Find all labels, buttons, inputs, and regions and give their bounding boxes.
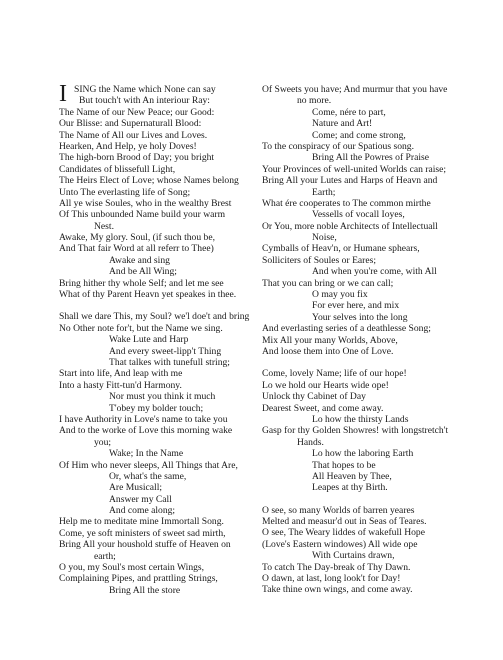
verse-line: Lo we hold our Hearts wide ope! bbox=[262, 379, 389, 391]
verse-line: To catch The Day-break of Thy Dawn. bbox=[262, 561, 411, 573]
verse-line: Shall we dare This, my Soul? we'l doe't and bring bbox=[59, 311, 250, 323]
verse-line: Your Provinces of well-united Worlds can raise; bbox=[262, 163, 447, 175]
verse-line: Nature and Art! bbox=[312, 118, 373, 130]
verse-line: That you can bring or we can call; bbox=[262, 277, 394, 289]
verse-line: All Heaven by Thee, bbox=[312, 470, 392, 482]
verse-line: Hands. bbox=[297, 436, 324, 448]
verse-line: Leapes at thy Birth. bbox=[312, 482, 388, 494]
left-lines bbox=[59, 107, 255, 596]
verse-line: Unlock thy Cabinet of Day bbox=[262, 391, 366, 403]
verse-line: Nest. bbox=[94, 220, 114, 232]
verse-line: Come, lovely Name; life of our hope! bbox=[262, 368, 407, 380]
verse-line: The high-born Brood of Day; you bright bbox=[59, 152, 215, 164]
left-column bbox=[59, 81, 255, 596]
verse-line: Gasp for thy Golden Showres! with longstretch't bbox=[262, 425, 449, 437]
verse-line: With Curtains drawn, bbox=[312, 550, 395, 562]
verse-line: Nor must you think it much bbox=[109, 391, 216, 403]
right-lines bbox=[262, 84, 468, 596]
verse-line: Hearken, And Help, ye holy Doves! bbox=[59, 140, 197, 152]
verse-line: Bring All your houshold stuffe of Heaven on bbox=[59, 539, 231, 551]
first-line-text: SING the Name which None can say bbox=[74, 84, 216, 95]
verse-line: Help me to meditate mine Immortall Song. bbox=[59, 516, 224, 528]
verse-line: Are Musicall; bbox=[109, 482, 163, 494]
verse-line: The Name of All our Lives and Loves. bbox=[59, 129, 208, 141]
verse-line: And be All Wing; bbox=[109, 266, 177, 278]
verse-line: And every sweet-lipp't Thing bbox=[109, 345, 222, 357]
verse-line: Noise, bbox=[312, 232, 337, 244]
verse-line: Lo how the thirsty Lands bbox=[312, 413, 409, 425]
verse-line: And loose them into One of Love. bbox=[262, 345, 394, 357]
verse-line: All ye wise Soules, who in the wealthy Brest bbox=[59, 197, 232, 209]
verse-line: Your selves into the long bbox=[312, 311, 408, 323]
verse-line: The Heirs Elect of Love; whose Names belong bbox=[59, 175, 239, 187]
stanza-break bbox=[262, 357, 468, 368]
verse-line: Into a hasty Fitt-tun'd Harmony. bbox=[59, 379, 182, 391]
verse-line: T'obey my bolder touch; bbox=[109, 402, 204, 414]
verse-line: Wake; In the Name bbox=[109, 448, 184, 460]
verse-line: Melted and measur'd out in Seas of Teares. bbox=[262, 516, 427, 528]
verse-line: For ever here, and mix bbox=[312, 300, 400, 312]
verse-line: Answer my Call bbox=[109, 493, 172, 505]
verse-line: Complaining Pipes, and prattling Strings, bbox=[59, 573, 218, 585]
verse-line: Bring hither thy whole Self; and let me see bbox=[59, 277, 224, 289]
verse-line: Mix All your many Worlds, Above, bbox=[262, 334, 398, 346]
verse-line: And when you're come, with All bbox=[312, 266, 437, 278]
verse-line: Unto The everlasting life of Song; bbox=[59, 186, 191, 198]
stanza-break bbox=[262, 494, 468, 505]
verse-line: Take thine own wings, and come away. bbox=[262, 584, 413, 596]
verse-line: And come along; bbox=[109, 505, 176, 517]
verse-line: Of Sweets you have; And murmur that you have bbox=[262, 84, 448, 95]
verse-line: Vessells of vocall Ioyes, bbox=[312, 209, 405, 221]
verse-line: I have Authority in Love's name to take you bbox=[59, 413, 228, 425]
verse-line: Lo how the laboring Earth bbox=[312, 448, 414, 460]
verse-line: O you, my Soul's most certain Wings, bbox=[59, 562, 205, 574]
verse-line: no more. bbox=[297, 95, 332, 107]
verse-line: earth; bbox=[94, 550, 116, 562]
verse-line: Earth; bbox=[312, 186, 336, 198]
verse-line: Or, what's the same, bbox=[109, 470, 187, 482]
verse-line: you; bbox=[94, 436, 112, 448]
verse-line: Come; and come strong, bbox=[312, 129, 406, 141]
verse-line: What of thy Parent Heavn yet speakes in thee. bbox=[59, 289, 237, 301]
verse-line: Come, ye soft ministers of sweet sad mirth, bbox=[59, 527, 226, 539]
right-column bbox=[262, 84, 468, 596]
verse-line: Awake, My glory. Soul, (if such thou be, bbox=[59, 232, 215, 244]
verse-line: Of This unbounded Name build your warm bbox=[59, 209, 226, 221]
drop-cap: I bbox=[59, 81, 67, 107]
verse-line: Wake Lute and Harp bbox=[109, 334, 189, 346]
verse-line: What ére cooperates to The common mirthe bbox=[262, 197, 431, 209]
verse-line: No Other note for't, but the Name we sing. bbox=[59, 322, 223, 334]
verse-line: And That fair Word at all referr to Thee) bbox=[59, 243, 214, 255]
verse-line: That talkes with tunefull string; bbox=[109, 356, 230, 368]
verse-line: Dearest Sweet, and come away. bbox=[262, 402, 384, 414]
verse-line: The Name of our New Peace; our Good: bbox=[59, 106, 215, 118]
verse-line: O dawn, at last, long look't for Day! bbox=[262, 573, 401, 585]
verse-line: And to the worke of Love this morning wake bbox=[59, 425, 233, 437]
stanza-break bbox=[59, 300, 255, 311]
verse-line: Bring All the store bbox=[109, 584, 181, 596]
verse-line: Of Him who never sleeps, All Things that Are, bbox=[59, 459, 238, 471]
second-line: But touch't with An interiour Ray: bbox=[79, 95, 210, 107]
verse-line: To the conspiracy of our Spatious song. bbox=[262, 140, 415, 152]
verse-line: Our Blisse: and Supernaturall Blood: bbox=[59, 118, 202, 130]
verse-line: (Love's Eastern windowes) All wide ope bbox=[262, 538, 418, 550]
verse-line: Candidates of blissefull Light, bbox=[59, 163, 176, 175]
verse-line: O may you fix bbox=[312, 289, 368, 301]
verse-line: Cymballs of Heav'n, or Humane sphears, bbox=[262, 243, 420, 255]
verse-line: Start into life, And leap with me bbox=[59, 368, 183, 380]
verse-line: O see, so many Worlds of barren yeares bbox=[262, 504, 415, 516]
verse-line: Bring All the Powres of Praise bbox=[312, 152, 429, 164]
verse-line: Or You, more noble Architects of Intellectuall bbox=[262, 220, 438, 232]
verse-line: Solliciters of Soules or Eares; bbox=[262, 254, 377, 266]
verse-line: And everlasting series of a deathlesse Song; bbox=[262, 323, 431, 335]
verse-line: Bring All your Lutes and Harps of Heavn and bbox=[262, 175, 438, 187]
verse-line: That hopes to be bbox=[312, 459, 376, 471]
verse-line: O see, The Weary liddes of wakefull Hope bbox=[262, 527, 425, 539]
verse-line: Come, nére to part, bbox=[312, 106, 386, 118]
verse-line: Awake and sing bbox=[109, 254, 170, 266]
